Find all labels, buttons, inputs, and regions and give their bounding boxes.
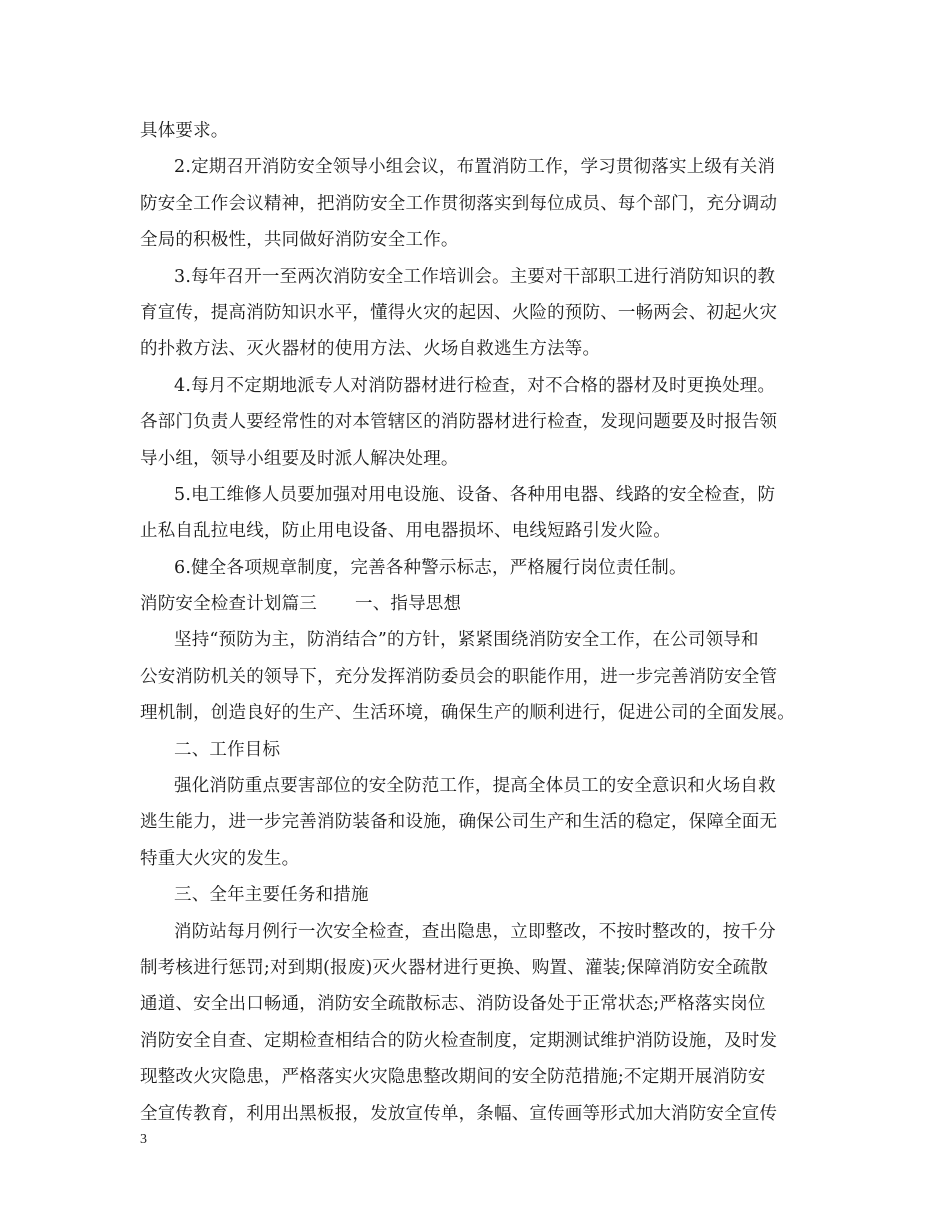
text-line: 导小组，领导小组要及时派人解决处理。 (140, 448, 459, 469)
text-line: 6.健全各项规章制度，完善各种警示标志，严格履行岗位责任制。 (174, 557, 687, 578)
text-line: 防安全工作会议精神，把消防安全工作贯彻落实到每位成员、每个部门，充分调动 (140, 193, 778, 214)
text-line: 育宣传，提高消防知识水平，懂得火灾的起因、火险的预防、一畅两会、初起火灾 (140, 302, 778, 323)
document-body (140, 113, 820, 1132)
text-line: 逃生能力，进一步完善消防装备和设施，确保公司生产和生活的稳定，保障全面无 (140, 812, 778, 833)
section-heading (140, 586, 820, 622)
text-line: 4.每月不定期地派专人对消防器材进行检查，对不合格的器材及时更换处理。 (174, 375, 776, 396)
text-line: 理机制，创造良好的生产、生活环境，确保生产的顺利进行，促进公司的全面发展。 (140, 703, 795, 724)
text-line: 具体要求。 (140, 121, 229, 141)
text-line: 三、全年主要任务和措施 (174, 885, 369, 906)
text-line: 公安消防机关的领导下，充分发挥消防委员会的职能作用，进一步完善消防安全管 (140, 666, 778, 687)
text-line: 消防站每月例行一次安全检查，查出隐患，立即整改，不按时整改的，按千分 (174, 921, 776, 942)
text-line: 二、工作目标 (174, 739, 281, 760)
paragraph-block (140, 622, 820, 1131)
paragraph-block (140, 113, 820, 586)
text-line: 全宣传教育，利用出黑板报，发放宣传单，条幅、宣传画等形式加大消防安全宣传 (140, 1103, 778, 1124)
text-line: 各部门负责人要经常性的对本管辖区的消防器材进行检查，发现问题要及时报告领 (140, 412, 778, 433)
text-line: 坚持“预防为主，防消结合”的方针，紧紧围绕消防安全工作，在公司领导和 (174, 630, 759, 651)
text-line: 3.每年召开一至两次消防安全工作培训会。主要对干部职工进行消防知识的教 (174, 266, 776, 287)
text-line: 现整改火灾隐患，严格落实火灾隐患整改期间的安全防范措施;不定期开展消防安 (140, 1067, 766, 1088)
text-line: 通道、安全出口畅通，消防安全疏散标志、消防设备处于正常状态;严格落实岗位 (140, 994, 766, 1015)
section-title: 消防安全检查计划篇三 (140, 594, 317, 615)
text-line: 2.定期召开消防安全领导小组会议，布置消防工作，学习贯彻落实上级有关消 (174, 157, 776, 178)
text-line: 特重大火灾的发生。 (140, 848, 300, 869)
section-subtitle: 一、指导思想 (355, 594, 462, 615)
text-line: 止私自乱拉电线，防止用电设备、用电器损坏、电线短路引发火险。 (140, 521, 671, 542)
text-line: 强化消防重点要害部位的安全防范工作，提高全体员工的安全意识和火场自救 (174, 776, 776, 797)
page-number: 3 (140, 1132, 147, 1147)
text-line: 制考核进行惩罚;对到期(报废)灭火器材进行更换、购置、灌装;保障消防安全疏散 (140, 957, 769, 978)
text-line: 消防安全自查、定期检查相结合的防火检查制度，定期测试维护消防设施，及时发 (140, 1030, 778, 1051)
text-line: 5.电工维修人员要加强对用电设施、设备、各种用电器、线路的安全检查，防 (174, 484, 776, 505)
text-line: 的扑救方法、灭火器材的使用方法、火场自救逃生方法等。 (140, 339, 601, 360)
text-line: 全局的积极性，共同做好消防安全工作。 (140, 230, 459, 251)
